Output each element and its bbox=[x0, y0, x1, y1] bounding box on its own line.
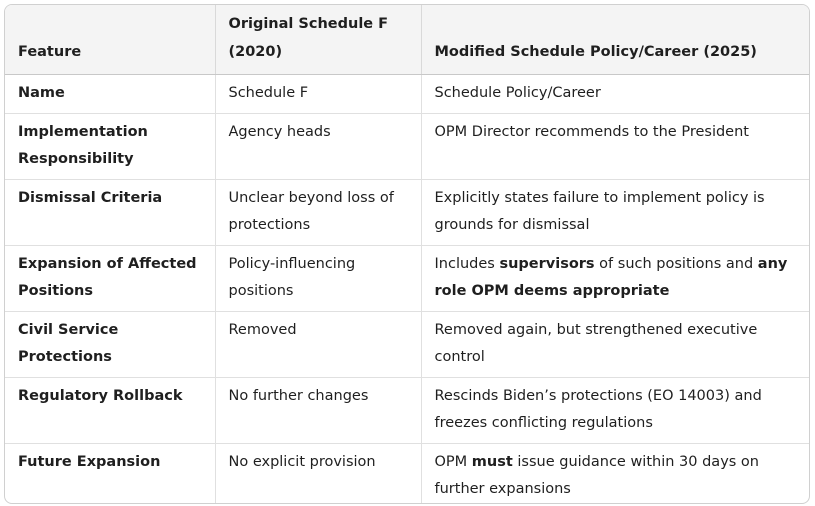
modified-cell bbox=[421, 311, 809, 377]
header-modified-schedule: Modified Schedule Policy/Career (2025) bbox=[421, 5, 809, 75]
table-row bbox=[5, 311, 809, 377]
original-cell: Agency heads bbox=[215, 113, 421, 179]
table-row bbox=[5, 245, 809, 311]
modified-cell bbox=[421, 113, 809, 179]
feature-cell: Regulatory Rollback bbox=[5, 377, 215, 443]
modified-text: Schedule Policy/Career bbox=[434, 85, 601, 101]
modified-cell bbox=[421, 443, 809, 504]
original-cell: Policy-influencing positions bbox=[215, 245, 421, 311]
feature-cell: Implementation Responsibility bbox=[5, 113, 215, 179]
feature-cell: Civil Service Protections bbox=[5, 311, 215, 377]
table-header-row bbox=[5, 5, 809, 75]
modified-cell bbox=[421, 75, 809, 114]
emphasis-any-role: any role OPM deems appropriate bbox=[434, 255, 788, 299]
modified-text: Explicitly states failure to implement policy is grounds for dismissal bbox=[434, 189, 765, 233]
table-row bbox=[5, 113, 809, 179]
original-cell: Unclear beyond loss of protections bbox=[215, 179, 421, 245]
modified-cell bbox=[421, 245, 809, 311]
original-cell: Removed bbox=[215, 311, 421, 377]
feature-cell: Expansion of Affected Positions bbox=[5, 245, 215, 311]
modified-text: Removed again, but strengthened executive control bbox=[434, 321, 758, 365]
modified-text: OPM Director recommends to the President bbox=[434, 123, 749, 140]
comparison-table bbox=[5, 5, 809, 504]
feature-cell: Future Expansion bbox=[5, 443, 215, 504]
header-original-schedule-f: Original Schedule F (2020) bbox=[215, 5, 421, 75]
feature-cell: Dismissal Criteria bbox=[5, 179, 215, 245]
comparison-table-container bbox=[4, 4, 810, 504]
table-row bbox=[5, 75, 809, 114]
modified-text: of such positions and bbox=[594, 255, 758, 272]
modified-text: issue guidance within 30 days on further expansions bbox=[434, 453, 759, 497]
table-row bbox=[5, 377, 809, 443]
table-row bbox=[5, 443, 809, 504]
modified-text: Rescinds Biden’s protections (EO 14003) and freezes conflicting regulations bbox=[434, 387, 762, 431]
emphasis-must: must bbox=[471, 453, 513, 470]
modified-cell bbox=[421, 377, 809, 443]
table-row bbox=[5, 179, 809, 245]
feature-cell: Name bbox=[5, 75, 215, 114]
header-feature: Feature bbox=[5, 5, 215, 75]
modified-text: Includes bbox=[434, 255, 500, 272]
modified-text: OPM bbox=[434, 453, 472, 470]
original-cell: No further changes bbox=[215, 377, 421, 443]
original-cell: Schedule F bbox=[215, 75, 421, 114]
modified-cell bbox=[421, 179, 809, 245]
emphasis-supervisors: supervisors bbox=[499, 255, 595, 272]
original-cell: No explicit provision bbox=[215, 443, 421, 504]
